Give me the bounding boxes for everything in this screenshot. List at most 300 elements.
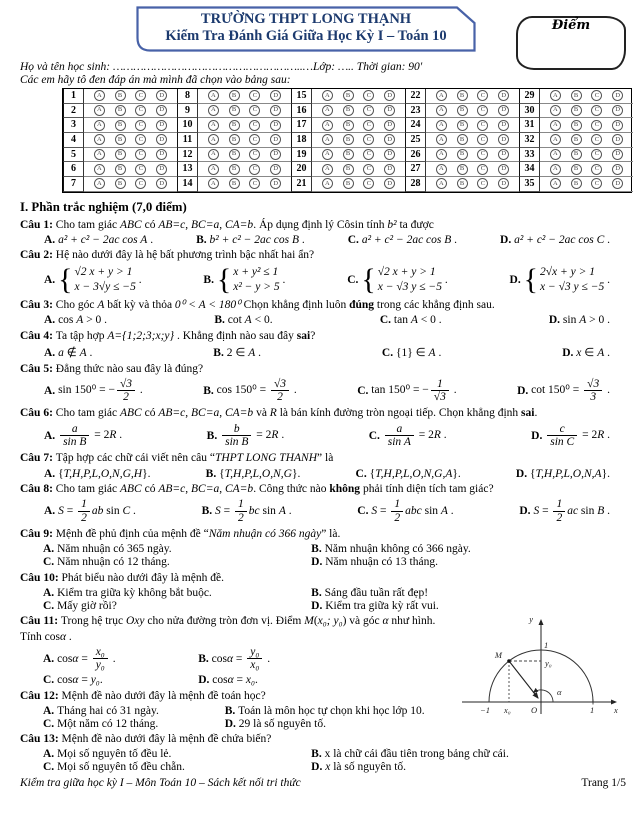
figure-label-origin: O — [531, 705, 538, 716]
bubble-24-D[interactable]: D — [498, 120, 509, 131]
bubble-25-B[interactable]: B — [457, 134, 468, 145]
question-intro: Câu 6: Cho tam giác ABC có AB=c, BC=a, CA=b và R là bán kính đường tròn ngoại tiếp. Chọn khẳng định sai. — [20, 407, 538, 420]
answer-bubbles-row — [540, 89, 633, 104]
bubble-12-A[interactable]: A — [208, 149, 219, 160]
answer-row-number: 26 — [405, 148, 426, 163]
bubble-21-B[interactable]: B — [343, 178, 354, 189]
option-C: C. Mọi số nguyên tố đều chẵn. — [43, 761, 185, 774]
bubble-2-B[interactable]: B — [115, 105, 126, 116]
bubble-34-B[interactable]: B — [571, 164, 582, 175]
figure-label-M: M — [494, 650, 502, 661]
bubble-16-C[interactable]: C — [363, 105, 374, 116]
answer-bubbles-row — [426, 104, 519, 119]
answer-bubbles-row — [198, 89, 291, 104]
bubble-15-D[interactable]: D — [384, 90, 395, 101]
bubble-19-A[interactable]: A — [322, 149, 333, 160]
question-intro: Câu 10: Phát biểu nào dưới đây là mệnh đề. — [20, 571, 224, 584]
question-3 — [20, 298, 626, 326]
bubble-17-B[interactable]: B — [343, 120, 354, 131]
bubble-23-A[interactable]: A — [436, 105, 447, 116]
bubble-17-A[interactable]: A — [322, 120, 333, 131]
answer-bubbles-row — [312, 162, 405, 177]
question-8 — [20, 482, 626, 524]
bubble-30-D[interactable]: D — [612, 105, 623, 116]
bubble-33-C[interactable]: C — [591, 149, 602, 160]
bubble-20-B[interactable]: B — [343, 164, 354, 175]
bubble-9-D[interactable]: D — [270, 105, 281, 116]
bubble-23-B[interactable]: B — [457, 105, 468, 116]
option-C: C. Năm nhuận có 12 tháng. — [43, 556, 170, 569]
option-C: C. tan 150⁰ = − $\frac{1}{√3}$ . — [357, 377, 457, 404]
bubble-28-D[interactable]: D — [498, 178, 509, 189]
point-M-dot — [507, 660, 511, 664]
option-B: B. Năm nhuận không có 366 ngày. — [311, 543, 471, 556]
bubble-7-A[interactable]: A — [94, 178, 105, 189]
answer-row-number: 12 — [177, 148, 198, 163]
bubble-31-A[interactable]: A — [550, 120, 561, 131]
bubble-32-B[interactable]: B — [571, 134, 582, 145]
bubble-9-C[interactable]: C — [249, 105, 260, 116]
answer-bubbles-row — [84, 104, 177, 119]
bubble-8-C[interactable]: C — [249, 90, 260, 101]
question-options — [20, 265, 626, 296]
answer-bubbles-row — [426, 133, 519, 148]
bubble-3-D[interactable]: D — [156, 120, 167, 131]
bubble-5-D[interactable]: D — [156, 149, 167, 160]
bubble-10-C[interactable]: C — [249, 120, 260, 131]
bubble-21-A[interactable]: A — [322, 178, 333, 189]
bubble-26-C[interactable]: C — [477, 149, 488, 160]
bubble-28-C[interactable]: C — [477, 178, 488, 189]
bubble-1-D[interactable]: D — [156, 90, 167, 101]
option-A: A. $\frac{a}{\text{sin B}}$ = 2R . — [44, 422, 123, 449]
answer-grid — [62, 88, 632, 193]
bubble-13-C[interactable]: C — [249, 164, 260, 175]
bubble-27-D[interactable]: D — [498, 164, 509, 175]
bubble-21-C[interactable]: C — [363, 178, 374, 189]
answer-row-number: 25 — [405, 133, 426, 148]
bubble-22-C[interactable]: C — [477, 90, 488, 101]
option-B: B. 2 ∈ A . — [213, 347, 262, 360]
answer-row-number: 10 — [177, 118, 198, 133]
question-4 — [20, 329, 626, 359]
questions — [20, 218, 626, 774]
answer-row-number: 21 — [291, 177, 312, 192]
bubble-27-C[interactable]: C — [477, 164, 488, 175]
bubble-15-C[interactable]: C — [363, 90, 374, 101]
option-A: A. { √2 x + y > 1 x − 3√y ≤ −5 . — [44, 263, 142, 297]
bubble-6-D[interactable]: D — [156, 164, 167, 175]
answer-bubbles-row — [312, 148, 405, 163]
bubble-19-D[interactable]: D — [384, 149, 395, 160]
bubble-23-C[interactable]: C — [477, 105, 488, 116]
bubble-12-B[interactable]: B — [229, 149, 240, 160]
bubble-35-B[interactable]: B — [571, 178, 582, 189]
bubble-4-D[interactable]: D — [156, 134, 167, 145]
option-C: C. {1} ∈ A . — [381, 347, 442, 360]
answer-row-number: 35 — [519, 177, 540, 192]
option-D: D. cot 150⁰ = $\frac{√3}{3}$ . — [517, 377, 610, 404]
answer-row-number: 3 — [63, 118, 84, 133]
bubble-1-C[interactable]: C — [135, 90, 146, 101]
section-title: I. Phần trắc nghiệm (7,0 điểm) — [20, 199, 187, 214]
bubble-18-D[interactable]: D — [384, 134, 395, 145]
bubble-33-A[interactable]: A — [550, 149, 561, 160]
figure-label-minus-one: −1 — [480, 705, 490, 716]
bubble-6-A[interactable]: A — [94, 164, 105, 175]
bubble-3-C[interactable]: C — [135, 120, 146, 131]
bubble-18-B[interactable]: B — [343, 134, 354, 145]
bubble-6-B[interactable]: B — [115, 164, 126, 175]
bubble-11-C[interactable]: C — [249, 134, 260, 145]
bubble-5-B[interactable]: B — [115, 149, 126, 160]
question-options — [20, 378, 626, 404]
option-C: C. cosα = y₀. — [43, 674, 103, 687]
answer-bubbles-row — [198, 104, 291, 119]
bubble-18-C[interactable]: C — [363, 134, 374, 145]
bubble-7-C[interactable]: C — [135, 178, 146, 189]
option-B: B. b² + c² − 2ac cos B . — [196, 233, 305, 246]
answer-bubbles-row — [426, 118, 519, 133]
bubble-30-A[interactable]: A — [550, 105, 561, 116]
answer-row-number: 15 — [291, 89, 312, 104]
bubble-29-C[interactable]: C — [591, 90, 602, 101]
answer-bubbles-row — [198, 118, 291, 133]
bubble-35-D[interactable]: D — [612, 178, 623, 189]
figure-label-y-axis: y — [529, 614, 533, 625]
bubble-26-B[interactable]: B — [457, 149, 468, 160]
answer-row-number: 23 — [405, 104, 426, 119]
bubble-15-A[interactable]: A — [322, 90, 333, 101]
fill-instruction: Các em hãy tô đen đáp án mà mình đã chọn vào bảng sau: — [20, 74, 291, 86]
bubble-17-C[interactable]: C — [363, 120, 374, 131]
option-B: B. Sáng đầu tuần rất đẹp! — [311, 586, 429, 599]
bubble-34-C[interactable]: C — [591, 164, 602, 175]
bubble-33-B[interactable]: B — [571, 149, 582, 160]
answer-row-number: 32 — [519, 133, 540, 148]
bubble-11-B[interactable]: B — [229, 134, 240, 145]
bubble-10-B[interactable]: B — [229, 120, 240, 131]
header — [20, 6, 626, 56]
figure-label-one-top: 1 — [544, 640, 549, 651]
bubble-2-C[interactable]: C — [135, 105, 146, 116]
answer-bubbles-row — [426, 162, 519, 177]
bubble-14-A[interactable]: A — [208, 178, 219, 189]
question-options — [20, 646, 396, 686]
bubble-35-C[interactable]: C — [591, 178, 602, 189]
answer-bubbles-row — [84, 118, 177, 133]
bubble-29-B[interactable]: B — [571, 90, 582, 101]
answer-row-number: 1 — [63, 89, 84, 104]
footer-exam-info: Kiểm tra giữa học kỳ I – Môn Toán 10 – Sách kết nối tri thức — [20, 777, 301, 790]
option-C: C. a² + c² − 2ac cos B . — [347, 233, 458, 246]
answer-bubbles-row — [84, 148, 177, 163]
question-options — [20, 543, 626, 568]
option-D: D. Năm nhuận có 13 tháng. — [311, 556, 438, 569]
bubble-2-A[interactable]: A — [94, 105, 105, 116]
option-B: B. {T,H,P,L,O,N,G}. — [205, 467, 301, 480]
school-name: TRƯỜNG THPT LONG THẠNH — [200, 11, 412, 27]
bubble-29-A[interactable]: A — [550, 90, 561, 101]
question-options — [20, 234, 626, 246]
answer-row-number: 14 — [177, 177, 198, 192]
bubble-24-B[interactable]: B — [457, 120, 468, 131]
answer-bubbles-row — [426, 148, 519, 163]
bubble-23-D[interactable]: D — [498, 105, 509, 116]
option-A: A. S = $\frac{1}{2}$ ab sin C . — [44, 498, 136, 524]
bubble-16-D[interactable]: D — [384, 105, 395, 116]
bubble-25-D[interactable]: D — [498, 134, 509, 145]
bubble-1-A[interactable]: A — [94, 90, 105, 101]
bubble-4-A[interactable]: A — [94, 134, 105, 145]
answer-row-number: 13 — [177, 162, 198, 177]
bubble-31-D[interactable]: D — [612, 120, 623, 131]
bubble-11-D[interactable]: D — [270, 134, 281, 145]
answer-bubbles-row — [84, 89, 177, 104]
answer-row-number: 5 — [63, 148, 84, 163]
option-A: A. cos A > 0 . — [44, 314, 108, 327]
bubble-21-D[interactable]: D — [384, 178, 395, 189]
answer-bubbles-row — [198, 133, 291, 148]
option-C: C. $\frac{a}{\text{sin A}}$ = 2R . — [368, 422, 447, 449]
answer-bubbles-row — [540, 104, 633, 119]
bubble-14-D[interactable]: D — [270, 178, 281, 189]
bubble-27-A[interactable]: A — [436, 164, 447, 175]
question-intro: Câu 2: Hệ nào dưới đây là hệ bất phương trình bậc nhất hai ẩn? — [20, 249, 315, 262]
answer-row-number: 20 — [291, 162, 312, 177]
option-B: B. Toán là môn học tự chọn khi học lớp 10. — [224, 704, 425, 717]
option-A: A. sin 150⁰ = − $\frac{√3}{2}$ . — [44, 377, 143, 404]
figure-label-alpha: α — [557, 687, 562, 698]
bubble-27-B[interactable]: B — [457, 164, 468, 175]
option-D: D. cosα = x₀. — [198, 674, 258, 687]
option-D: D. Kiểm tra giữa kỳ rất vui. — [311, 599, 439, 612]
option-B: B. cot A < 0. — [214, 314, 273, 327]
question-options — [20, 498, 626, 524]
bubble-8-B[interactable]: B — [229, 90, 240, 101]
bubble-4-C[interactable]: C — [135, 134, 146, 145]
bubble-25-A[interactable]: A — [436, 134, 447, 145]
bubble-26-D[interactable]: D — [498, 149, 509, 160]
option-A: A. Kiểm tra giữa kỳ không bắt buộc. — [43, 586, 212, 599]
bubble-10-D[interactable]: D — [270, 120, 281, 131]
answer-bubbles-row — [312, 177, 405, 192]
option-B: B. { x + y² ≤ 1 x² − y > 5 . — [203, 263, 286, 297]
answer-bubbles-row — [312, 118, 405, 133]
option-D: D. sin A > 0 . — [548, 314, 610, 327]
option-D: D. {T,H,P,L,O,N,A}. — [515, 467, 610, 480]
question-intro: Câu 5: Đẳng thức nào sau đây là đúng? — [20, 362, 204, 375]
option-A: A. {T,H,P,L,O,N,G,H}. — [44, 467, 151, 480]
bubble-18-A[interactable]: A — [322, 134, 333, 145]
answer-bubbles-row — [84, 162, 177, 177]
bubble-12-D[interactable]: D — [270, 149, 281, 160]
bubble-22-B[interactable]: B — [457, 90, 468, 101]
bubble-31-C[interactable]: C — [591, 120, 602, 131]
answer-bubbles-row — [540, 148, 633, 163]
option-A: A. Năm nhuận có 365 ngày. — [43, 543, 172, 556]
bubble-19-B[interactable]: B — [343, 149, 354, 160]
bubble-10-A[interactable]: A — [208, 120, 219, 131]
answer-bubbles-row — [540, 133, 633, 148]
bubble-20-C[interactable]: C — [363, 164, 374, 175]
question-5 — [20, 362, 626, 404]
answer-bubbles-row — [426, 89, 519, 104]
figure-label-one-right: 1 — [590, 705, 595, 716]
bubble-6-C[interactable]: C — [135, 164, 146, 175]
bubble-2-D[interactable]: D — [156, 105, 167, 116]
score-label: Điểm — [551, 18, 591, 33]
answer-row-number: 4 — [63, 133, 84, 148]
answer-row-number: 30 — [519, 104, 540, 119]
option-D: D. a² + c² − 2ac cos C . — [500, 233, 610, 246]
question-intro: Câu 4: Ta tập hợp A={1;2;3;x;y} . Khẳng định nào sau đây sai? — [20, 329, 316, 342]
bubble-24-C[interactable]: C — [477, 120, 488, 131]
bubble-28-A[interactable]: A — [436, 178, 447, 189]
answer-row-number: 22 — [405, 89, 426, 104]
bubble-30-C[interactable]: C — [591, 105, 602, 116]
bubble-14-C[interactable]: C — [249, 178, 260, 189]
question-intro: Câu 11: Trong hệ trục Oxy cho nửa đường tròn đơn vị. Điểm M(x₀; y₀) và góc α như hình. Tính cosα . — [20, 615, 436, 643]
unit-circle-figure — [444, 610, 626, 724]
question-2 — [20, 248, 626, 295]
exam-title: Kiểm Tra Đánh Giá Giữa Học Kỳ I – Toán 10 — [165, 28, 447, 44]
bubble-32-D[interactable]: D — [612, 134, 623, 145]
answer-row-number: 9 — [177, 104, 198, 119]
bubble-17-D[interactable]: D — [384, 120, 395, 131]
bubble-8-D[interactable]: D — [270, 90, 281, 101]
option-A: A. a² + c² − 2ac cos A . — [44, 233, 154, 246]
bubble-22-D[interactable]: D — [498, 90, 509, 101]
answer-row-number: 24 — [405, 118, 426, 133]
bubble-33-D[interactable]: D — [612, 149, 623, 160]
question-7 — [20, 451, 626, 479]
answer-row-number: 11 — [177, 133, 198, 148]
bubble-20-D[interactable]: D — [384, 164, 395, 175]
question-options — [20, 705, 438, 730]
option-A: A. Tháng hai có 31 ngày. — [43, 704, 159, 717]
bubble-16-A[interactable]: A — [322, 105, 333, 116]
answer-row-number: 18 — [291, 133, 312, 148]
footer-page-number: Trang 1/5 — [581, 777, 626, 790]
answer-bubbles-row — [540, 177, 633, 192]
bubble-9-B[interactable]: B — [229, 105, 240, 116]
bubble-32-A[interactable]: A — [550, 134, 561, 145]
bubble-5-C[interactable]: C — [135, 149, 146, 160]
option-D: D. { 2√x + y > 1 x − √3 y ≤ −5 . — [509, 263, 610, 297]
question-options — [20, 748, 626, 773]
answer-row-number: 8 — [177, 89, 198, 104]
bubble-7-B[interactable]: B — [115, 178, 126, 189]
bubble-12-C[interactable]: C — [249, 149, 260, 160]
answer-row-number: 31 — [519, 118, 540, 133]
answer-row-number: 6 — [63, 162, 84, 177]
bubble-15-B[interactable]: B — [343, 90, 354, 101]
answer-row-number: 34 — [519, 162, 540, 177]
answer-bubbles-row — [198, 162, 291, 177]
option-A: A. Mọi số nguyên tố đều lẻ. — [43, 748, 172, 761]
bubble-4-B[interactable]: B — [115, 134, 126, 145]
question-intro: Câu 9: Mệnh đề phủ định của mệnh đề “Năm nhuận có 366 ngày” là. — [20, 528, 341, 541]
question-9 — [20, 527, 626, 568]
bubble-20-A[interactable]: A — [322, 164, 333, 175]
option-B: B. cos 150⁰ = $\frac{√3}{2}$ . — [203, 377, 297, 404]
answer-bubbles-row — [84, 177, 177, 192]
question-options — [20, 468, 626, 480]
option-B: B. cosα = $\frac{\text{y₀}}{\text{x₀}}$ . — [198, 645, 271, 672]
bubble-13-D[interactable]: D — [270, 164, 281, 175]
option-B: B. S = $\frac{1}{2}$ bc sin A . — [201, 498, 292, 524]
option-A: A. a ∉ A . — [44, 347, 93, 360]
bubble-3-A[interactable]: A — [94, 120, 105, 131]
bubble-25-C[interactable]: C — [477, 134, 488, 145]
bubble-3-B[interactable]: B — [115, 120, 126, 131]
bubble-32-C[interactable]: C — [591, 134, 602, 145]
bubble-13-A[interactable]: A — [208, 164, 219, 175]
option-D: D. $\frac{c}{\text{sin C}}$ = 2R . — [531, 422, 610, 449]
answer-row-number: 17 — [291, 118, 312, 133]
question-intro: Câu 12: Mệnh đề nào dưới đây là mệnh đề toán học? — [20, 689, 266, 702]
bubble-19-C[interactable]: C — [363, 149, 374, 160]
bubble-35-A[interactable]: A — [550, 178, 561, 189]
answer-row-number: 28 — [405, 177, 426, 192]
question-options — [20, 423, 626, 449]
question-options — [20, 314, 626, 326]
student-info-line: Họ và tên học sinh: ………………………………………………..…Lớp: ….. Thời gian: 90' — [20, 61, 423, 73]
option-C: C. tan A < 0 . — [379, 314, 442, 327]
header-plaque — [136, 6, 476, 52]
bubble-34-D[interactable]: D — [612, 164, 623, 175]
question-13 — [20, 732, 626, 773]
bubble-29-D[interactable]: D — [612, 90, 623, 101]
bubble-13-B[interactable]: B — [229, 164, 240, 175]
bubble-7-D[interactable]: D — [156, 178, 167, 189]
bubble-34-A[interactable]: A — [550, 164, 561, 175]
bubble-5-A[interactable]: A — [94, 149, 105, 160]
answer-row-number: 33 — [519, 148, 540, 163]
figure-label-x-axis: x — [614, 705, 618, 716]
bubble-14-B[interactable]: B — [229, 178, 240, 189]
bubble-11-A[interactable]: A — [208, 134, 219, 145]
option-D: D. x là số nguyên tố. — [311, 761, 407, 774]
bubble-30-B[interactable]: B — [571, 105, 582, 116]
answer-row-number: 19 — [291, 148, 312, 163]
bubble-22-A[interactable]: A — [436, 90, 447, 101]
question-intro: Câu 7: Tập hợp các chữ cái viết nên câu “THPT LONG THANH” là — [20, 452, 334, 465]
answer-row-number: 29 — [519, 89, 540, 104]
answer-row-number: 27 — [405, 162, 426, 177]
bubble-26-A[interactable]: A — [436, 149, 447, 160]
option-C: C. S = $\frac{1}{2}$ abc sin A . — [357, 498, 454, 524]
bubble-24-A[interactable]: A — [436, 120, 447, 131]
question-6 — [20, 406, 626, 448]
figure-label-x0: x₀ — [504, 705, 511, 716]
question-intro: Câu 8: Cho tam giác ABC có AB=c, BC=a, CA=b. Công thức nào không phải tính diện tích tam giác? — [20, 483, 494, 496]
option-C: C. Một năm có 12 tháng. — [43, 717, 159, 730]
bubble-28-B[interactable]: B — [457, 178, 468, 189]
bubble-31-B[interactable]: B — [571, 120, 582, 131]
question-intro: Câu 3: Cho góc A bất kỳ và thỏa 0⁰ < A < 180⁰ Chọn khẳng định luôn đúng trong các khẳng định sau. — [20, 299, 495, 312]
answer-bubbles-row — [198, 148, 291, 163]
option-C: C. Mấy giờ rồi? — [43, 599, 117, 612]
question-intro: Câu 13: Mệnh đề nào dưới đây là mệnh đề chứa biến? — [20, 733, 272, 746]
question-1 — [20, 218, 626, 246]
bubble-16-B[interactable]: B — [343, 105, 354, 116]
bubble-8-A[interactable]: A — [208, 90, 219, 101]
bubble-1-B[interactable]: B — [115, 90, 126, 101]
bubble-9-A[interactable]: A — [208, 105, 219, 116]
answer-bubbles-row — [198, 177, 291, 192]
